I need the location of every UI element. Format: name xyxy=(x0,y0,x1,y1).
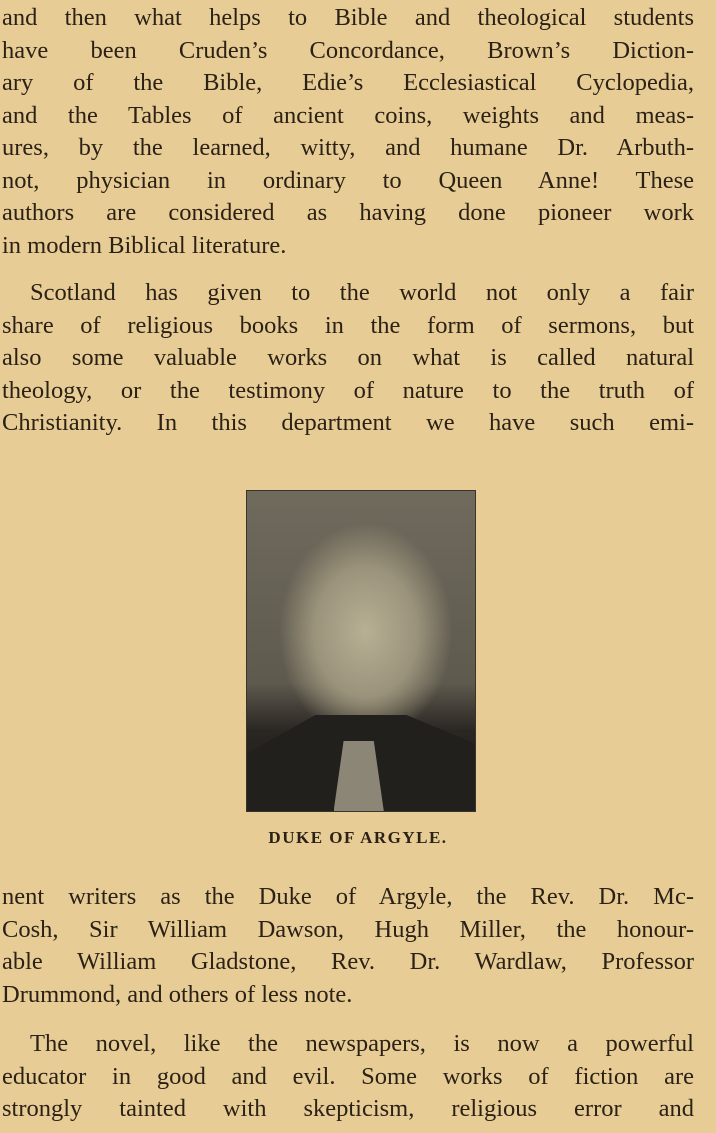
paragraph-2 xyxy=(2,277,694,440)
text-line: in modern Biblical literature. xyxy=(2,231,287,259)
text-line: nent writers as the Duke of Argyle, the Rev. Dr. Mc- xyxy=(2,883,694,910)
text-line: The novel, like the newspapers, is now a powerful xyxy=(30,1030,694,1057)
text-line: Cosh, Sir William Dawson, Hugh Miller, the honour- xyxy=(2,915,694,943)
text-line: not, physician in ordinary to Queen Anne! These xyxy=(2,166,694,194)
figure-caption: DUKE OF ARGYLE. xyxy=(268,828,448,847)
text-line: authors are considered as having done pioneer work xyxy=(2,199,694,226)
text-line: theology, or the testimony of nature to the truth of xyxy=(2,376,694,404)
text-line: have been Cruden’s Concordance, Brown’s Diction- xyxy=(2,36,694,64)
text-line: able William Gladstone, Rev. Dr. Wardlaw, Professor xyxy=(2,948,694,975)
text-line: and the Tables of ancient coins, weights and meas- xyxy=(2,101,694,129)
text-line: also some valuable works on what is called natural xyxy=(2,344,694,371)
text-line: ures, by the learned, witty, and humane Dr. Arbuth- xyxy=(2,134,694,161)
paragraph-1 xyxy=(2,2,694,262)
text-line: Christianity. In this department we have such emi- xyxy=(2,409,694,436)
text-line: share of religious books in the form of sermons, but xyxy=(2,311,694,339)
paragraph-4 xyxy=(2,1028,694,1126)
text-line: ary of the Bible, Edie’s Ecclesiastical Cyclopedia, xyxy=(2,69,694,96)
text-line: Scotland has given to the world not only a fair xyxy=(30,279,694,306)
text-line: Drummond, and others of less note. xyxy=(2,980,353,1008)
text-line: and then what helps to Bible and theological students xyxy=(2,4,694,31)
text-line: educator in good and evil. Some works of fiction are xyxy=(2,1062,694,1090)
portrait-image xyxy=(246,490,476,812)
text-line: strongly tainted with skepticism, religious error and xyxy=(2,1095,694,1122)
paragraph-3 xyxy=(2,881,694,1011)
